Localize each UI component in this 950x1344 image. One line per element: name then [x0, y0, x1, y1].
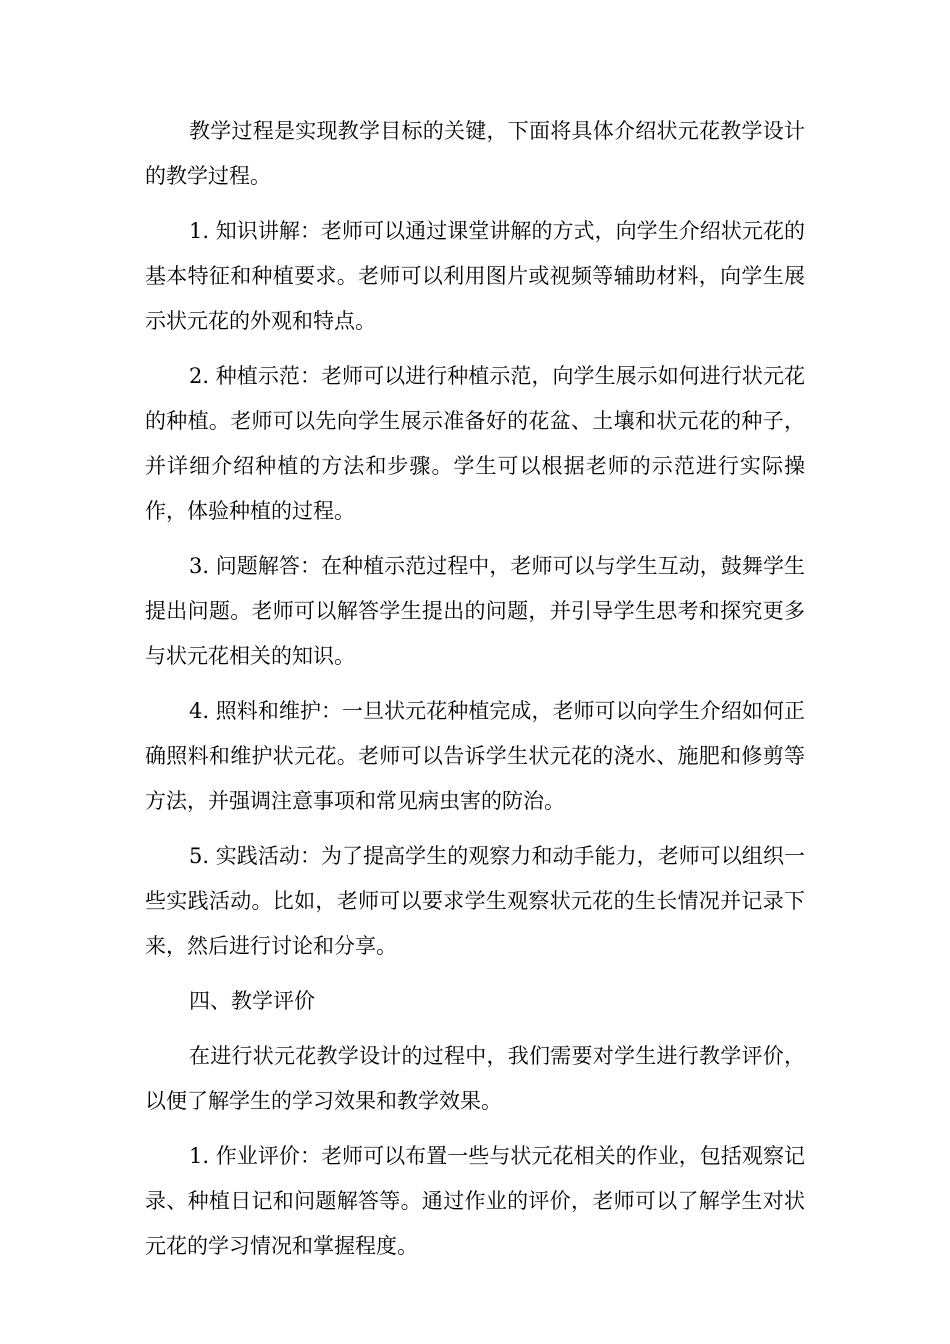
evaluation-intro-paragraph: 在进行状元花教学设计的过程中，我们需要对学生进行教学评价，以便了解学生的学习效果和教学效果。 [145, 1044, 805, 1113]
intro-paragraph: 教学过程是实现教学目标的关键，下面将具体介绍状元花教学设计的教学过程。 [145, 119, 805, 188]
evaluation-homework-paragraph: 1. 作业评价：老师可以布置一些与状元花相关的作业，包括观察记录、种植日记和问题解答等。通过作业的评价，老师可以了解学生对状元花的学习情况和掌握程度。 [145, 1144, 805, 1258]
step-planting-demonstration: 2. 种植示范：老师可以进行种植示范，向学生展示如何进行状元花的种植。老师可以先向学生展示准备好的花盆、土壤和状元花的种子，并详细介绍种植的方法和步骤。学生可以根据老师的示范进行实际操作，体验种植的过程。 [145, 364, 805, 523]
section-heading-teaching-evaluation: 四、教学评价 [189, 989, 315, 1013]
step-knowledge-explanation: 1. 知识讲解：老师可以通过课堂讲解的方式，向学生介绍状元花的基本特征和种植要求。老师可以利用图片或视频等辅助材料，向学生展示状元花的外观和特点。 [145, 219, 805, 333]
step-care-and-maintenance: 4. 照料和维护：一旦状元花种植完成，老师可以向学生介绍如何正确照料和维护状元花。老师可以告诉学生状元花的浇水、施肥和修剪等方法，并强调注意事项和常见病虫害的防治。 [145, 699, 805, 813]
document-body [145, 109, 805, 1279]
step-practice-activities: 5. 实践活动：为了提高学生的观察力和动手能力，老师可以组织一些实践活动。比如，老师可以要求学生观察状元花的生长情况并记录下来，然后进行讨论和分享。 [145, 844, 805, 958]
step-question-answering: 3. 问题解答：在种植示范过程中，老师可以与学生互动，鼓舞学生提出问题。老师可以解答学生提出的问题，并引导学生思考和探究更多与状元花相关的知识。 [145, 554, 805, 668]
